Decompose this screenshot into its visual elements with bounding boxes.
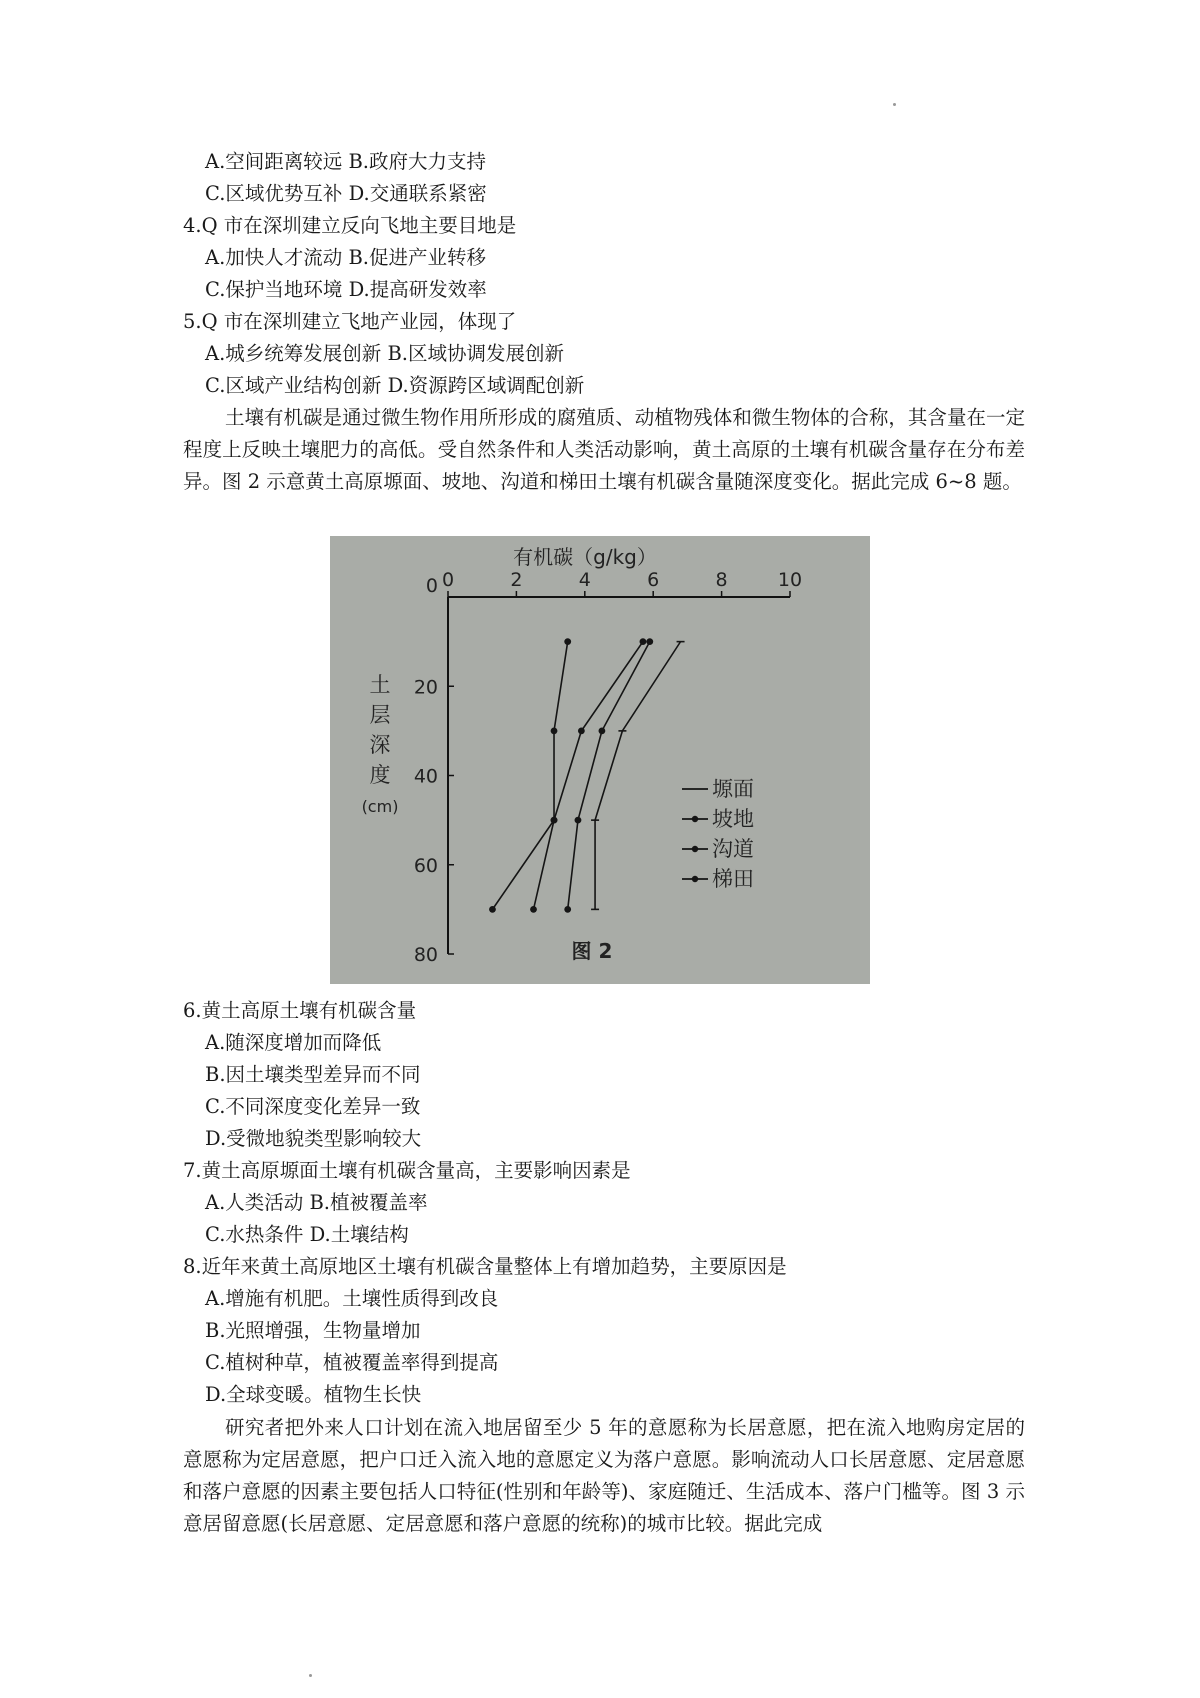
x-tick-label: 4 [578,569,591,591]
y-axis-label-char: (cm) [361,797,399,816]
q8-option-b: B.光照增强，生物量增加 [205,1319,421,1342]
series-point [530,906,537,913]
series-point [640,638,647,645]
figure-2-organic-carbon-chart [330,536,870,984]
y-tick-label: 60 [413,854,438,877]
y-tick-label: 80 [413,944,438,966]
q6-option-a: A.随深度增加而降低 [205,1031,382,1054]
legend-label: 塬面 [712,777,754,801]
scan-speck [893,103,896,106]
x-tick-label: 0 [441,569,455,591]
legend-marker [692,876,698,882]
series-line-塬面 [595,642,681,910]
passage-residence-intention: 研究者把外来人口计划在流入地居留至少 5 年的意愿称为长居意愿，把在流入地购房定居的意愿称为定居意愿，把户口迁入流入地的意愿定义为落户意愿。影响流动人口长居意愿、定居意愿和落户意愿的因素主要包括人口特征(性别和年龄等)、家庭随迁、生活成本、落户门槛等。图 3 示意居留意愿(长居意愿、定居意愿和落户意愿的统称)的城市比较。据此完成 [183,1416,1025,1535]
q3-option-line-1: A.空间距离较远 B.政府大力支持 [205,150,487,173]
passage-soil-organic-carbon: 土壤有机碳是通过微生物作用所形成的腐殖质、动植物残体和微生物体的合称，其含量在一定程度上反映土壤肥力的高低。受自然条件和人类活动影响，黄土高原的土壤有机碳含量存在分布差异。图 2 示意黄土高原塬面、坡地、沟道和梯田土壤有机碳含量随深度变化。据此完成 6~8 题。 [183,406,1025,493]
y-axis-label-char: 深 [369,733,391,757]
scan-speck [309,1674,312,1677]
y-tick-label: 40 [413,765,438,788]
q8-option-d: D.全球变暖。植物生长快 [205,1383,422,1406]
series-point [564,638,571,645]
q3-option-line-2: C.区域优势互补 D.交通联系紧密 [205,182,487,205]
q6-option-d: D.受微地貌类型影响较大 [205,1127,422,1150]
legend-label: 坡地 [712,807,754,831]
q8-option-a: A.增施有机肥。土壤性质得到改良 [205,1287,499,1310]
q7-option-line-2: C.水热条件 D.土壤结构 [205,1223,409,1246]
series-point [578,727,585,734]
series-line-坡地 [534,642,568,910]
series-point [551,727,558,734]
y-axis-label-char: 度 [369,763,391,787]
legend-marker [692,846,698,852]
series-line-沟道 [492,642,642,910]
q7-stem: 7.黄土高原塬面土壤有机碳含量高，主要影响因素是 [183,1159,631,1182]
q4-option-line-1: A.加快人才流动 B.促进产业转移 [205,246,487,269]
q8-stem: 8.近年来黄土高原地区土壤有机碳含量整体上有增加趋势，主要原因是 [183,1255,787,1278]
y-tick-label: 0 [425,575,438,597]
q4-stem: 4.Q 市在深圳建立反向飞地主要目地是 [183,214,517,237]
series-point [551,817,558,824]
series-point [575,817,582,824]
legend-marker [692,816,698,822]
legend-label: 沟道 [712,837,754,861]
chart-title: 有机碳（g/kg） [513,545,657,569]
chart-svg [330,536,870,984]
q5-option-line-2: C.区域产业结构创新 D.资源跨区域调配创新 [205,374,585,397]
q6-option-c: C.不同深度变化差异一致 [205,1095,421,1118]
legend-label: 梯田 [712,867,754,891]
x-tick-label: 8 [715,569,728,591]
series-point [599,727,606,734]
y-axis-label-char: 土 [369,673,391,697]
q7-option-line-1: A.人类活动 B.植被覆盖率 [205,1191,428,1214]
q8-option-c: C.植树种草，植被覆盖率得到提高 [205,1351,499,1374]
q4-option-line-2: C.保护当地环境 D.提高研发效率 [205,278,487,301]
y-tick-label: 20 [413,676,438,699]
q5-option-line-1: A.城乡统筹发展创新 B.区域协调发展创新 [205,342,565,365]
q6-option-b: B.因土壤类型差异而不同 [205,1063,421,1086]
y-axis-label-char: 层 [369,703,391,727]
x-tick-label: 2 [510,569,523,591]
figure-caption: 图 2 [571,939,613,963]
q5-stem: 5.Q 市在深圳建立飞地产业园，体现了 [183,310,517,333]
series-point [646,638,653,645]
series-point [489,906,496,913]
x-tick-label: 6 [647,569,660,591]
q6-stem: 6.黄土高原土壤有机碳含量 [183,999,417,1022]
series-point [564,906,571,913]
x-tick-label: 10 [777,569,803,591]
